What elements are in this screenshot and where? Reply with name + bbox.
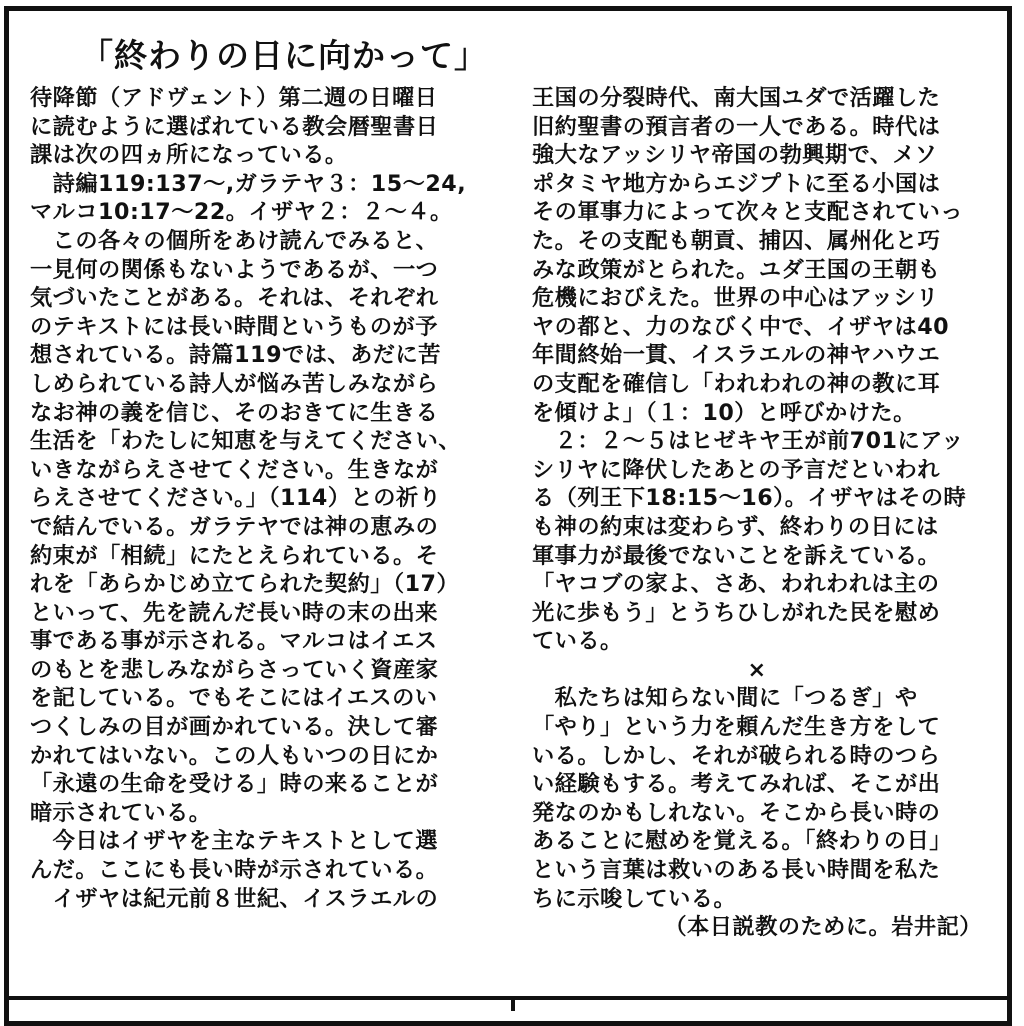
text-line: ている。 [532, 628, 623, 655]
text-line: 気づいたことがある。それは、それぞれ [30, 285, 439, 312]
text-line: 軍事力が最後でないことを訴えている。 [532, 542, 941, 569]
text-line: つくしみの目が画かれている。決して審 [30, 714, 439, 741]
text-line: あることに慰めを覚える。「終わりの日」 [532, 828, 952, 855]
text-line: 王国の分裂時代、南大国ユダで活躍した [532, 85, 941, 111]
text-line: んだ。ここにも長い時が示されている。 [30, 857, 439, 884]
text-line: の支配を確信し「われわれの神の教に耳 [532, 370, 941, 397]
text-line: 年間終始一貫、イスラエルの神ヤハウエ [532, 342, 941, 369]
text-line: かれてはいない。この人もいつの日にか [30, 742, 439, 769]
text-line: を傾けよ」（１：10）と呼びかけた。 [532, 399, 916, 426]
text-line: イザヤは紀元前８世紀、イスラエルの [30, 885, 439, 912]
section-separator: × [747, 656, 767, 683]
text-line: らえさせてください。」（114）との祈り [30, 485, 442, 512]
text-line: 今日はイザヤを主なテキストとして選 [30, 828, 438, 855]
text-line: のテキストには長い時間というものが予 [30, 313, 438, 340]
text-line: 「やり」という力を頼んだ生き方をして [532, 714, 941, 741]
text-line: い経験もする。考えてみれば、そこが出 [532, 771, 941, 798]
text-line: 旧約聖書の預言者の一人である。時代は [532, 113, 941, 140]
bottom-column-divider [511, 1000, 515, 1011]
text-line: この各々の個所をあけ読んでみると、 [30, 227, 439, 254]
text-line: 私たちは知らない間に「つるぎ」や [532, 685, 918, 712]
text-line: 詩編119:137〜,ガラテヤ３：15〜24, [30, 170, 467, 197]
text-line: る（列王下18:15〜16）。イザヤはその時 [532, 485, 967, 512]
text-line: ２：２〜５はヒゼキヤ王が前701にアッ [532, 428, 964, 455]
text-line: いきながらえさせてください。生きなが [30, 456, 439, 483]
text-line: 「ヤコブの家よ、さあ、われわれは主の [532, 571, 940, 598]
right-text-column [532, 84, 982, 942]
author-signature: （本日説教のために。岩井記） [664, 914, 982, 941]
bottom-rule [4, 996, 1012, 1000]
text-line: という言葉は救いのある長い時間を私た [532, 857, 941, 884]
text-line: 「永遠の生命を受ける」時の来ることが [30, 771, 439, 798]
text-line: 発なのかもしれない。そこから長い時の [532, 799, 941, 826]
text-line: れを「あらかじめ立てられた契約」（17） [30, 571, 460, 598]
text-line: 強大なアッシリヤ帝国の勃興期で、メソ [532, 142, 938, 169]
text-line: 想されている。詩篇119では、あだに苦 [30, 342, 441, 369]
text-line: のもとを悲しみながらさっていく資産家 [30, 656, 439, 683]
text-line: シリヤに降伏したあとの予言だといわれ [532, 456, 940, 483]
text-line: いる。しかし、それが破られる時のつら [532, 742, 941, 769]
text-line: 光に歩もう」とうちひしがれた民を慰め [532, 599, 941, 626]
text-line: た。その支配も朝貢、捕囚、属州化と巧 [532, 227, 941, 254]
text-line: を記している。でもそこにはイエスのい [30, 685, 438, 712]
text-line: 危機におびえた。世界の中心はアッシリ [532, 285, 939, 312]
text-line: 待降節（アドヴェント）第二週の日曜日 [30, 85, 438, 111]
text-line: 生活を「わたしに知恵を与えてください、 [30, 428, 462, 455]
left-text-column [30, 84, 500, 913]
text-line: みな政策がとられた。ユダ王国の王朝も [532, 256, 941, 283]
text-line: ちに示唆している。 [532, 885, 737, 912]
text-line: で結んでいる。ガラテヤでは神の恵みの [30, 513, 439, 540]
text-line: 暗示されている。 [30, 799, 212, 826]
text-line: 課は次の四ヵ所になっている。 [30, 142, 348, 169]
text-line: ポタミヤ地方からエジプトに至る小国は [532, 170, 941, 197]
text-line: しめられている詩人が悩み苦しみながら [30, 370, 439, 397]
article-title: 「終わりの日に向かって」 [80, 36, 488, 75]
text-line: マルコ10:17〜22。イザヤ２：２〜４。 [30, 199, 453, 226]
text-line: 一見何の関係もないようであるが、一つ [30, 256, 439, 283]
text-line: といって、先を読んだ長い時の末の出来 [30, 599, 438, 626]
text-line: その軍事力によって次々と支配されていっ [532, 199, 964, 226]
text-line: も神の約束は変わらず、終わりの日には [532, 513, 939, 540]
text-line: なお神の義を信じ、そのおきてに生きる [30, 399, 439, 426]
text-line: に読むように選ばれている教会暦聖書日 [30, 113, 439, 140]
text-line: 約束が「相続」にたとえられている。そ [30, 542, 439, 569]
text-line: 事である事が示される。マルコはイエス [30, 628, 438, 655]
text-line: ヤの都と、力のなびく中で、イザヤは40 [532, 313, 950, 340]
